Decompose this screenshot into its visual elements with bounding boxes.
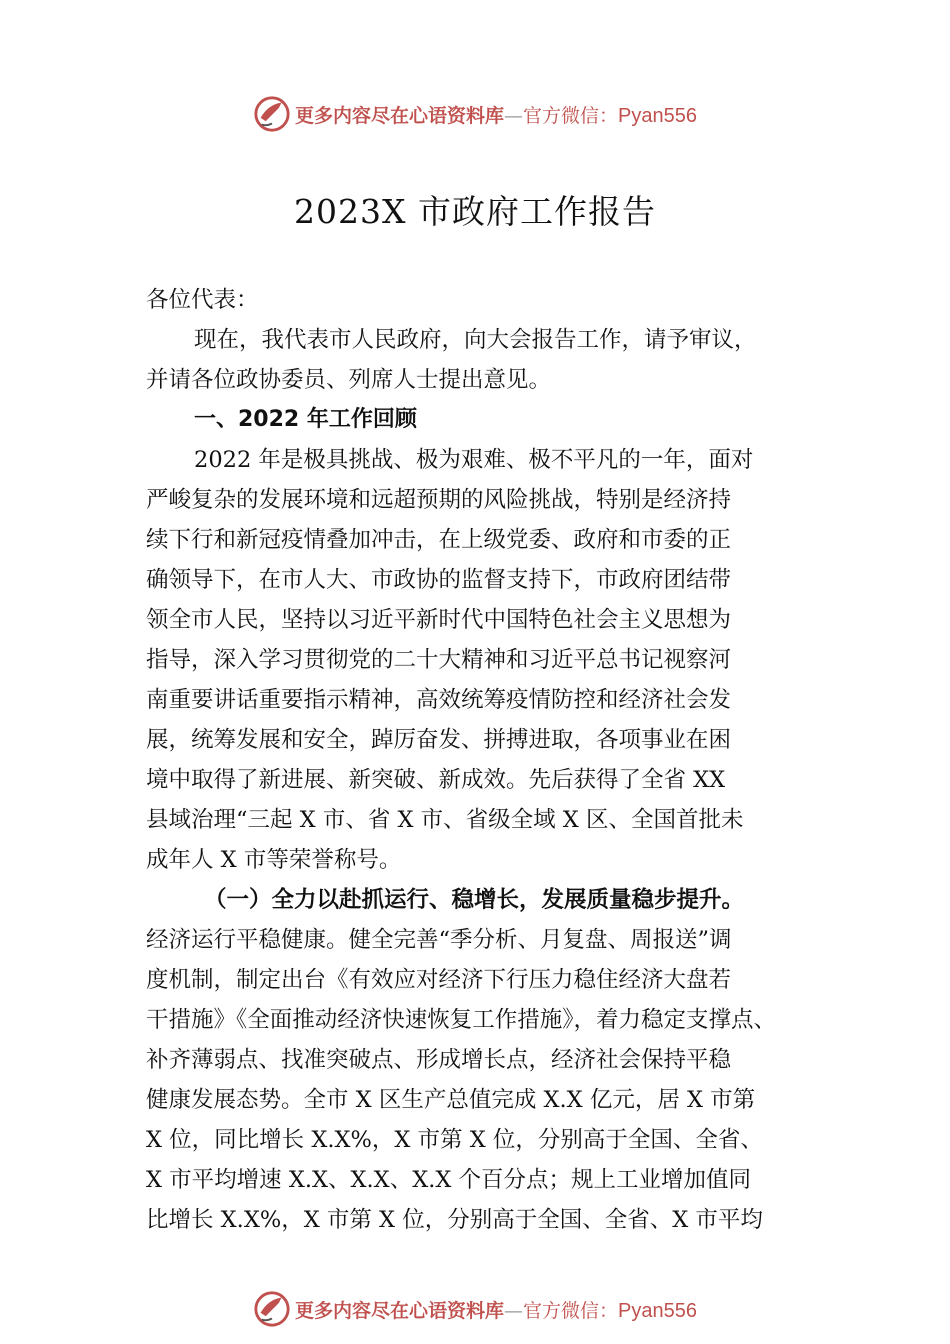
- banner-separator: —: [504, 104, 524, 127]
- brand-logo-icon: [253, 95, 291, 133]
- paragraph-line: 2022 年是极具挑战、极为艰难、极不平凡的一年，面对: [194, 447, 754, 473]
- paragraph-line: 健康发展态势。全市 X 区生产总值完成 X.X 亿元，居 X 市第: [146, 1087, 756, 1113]
- paragraph-line: X 市平均增速 X.X、X.X、X.X 个百分点；规上工业增加值同: [146, 1167, 752, 1193]
- footer-banner: [0, 1287, 950, 1331]
- document-title: 2023X 市政府工作报告: [294, 192, 656, 231]
- intro-line: 现在，我代表市人民政府，向大会报告工作，请予审议，: [194, 327, 757, 353]
- paragraph-line: 领全市人民，坚持以习近平新时代中国特色社会主义思想为: [146, 607, 732, 633]
- paragraph-line: X 位，同比增长 X.X%，X 市第 X 位，分别高于全国、全省、: [146, 1127, 763, 1153]
- paragraph-line: 度机制，制定出台《有效应对经济下行压力稳住经济大盘若: [146, 967, 732, 993]
- intro-line: 并请各位政协委员、列席人士提出意见。: [146, 367, 552, 393]
- paragraph-line: 指导，深入学习贯彻党的二十大精神和习近平总书记视察河: [146, 647, 732, 673]
- paragraph-line: 续下行和新冠疫情叠加冲击，在上级党委、政府和市委的正: [146, 527, 732, 553]
- header-banner: [0, 92, 950, 136]
- paragraph-line: 严峻复杂的发展环境和远超预期的风险挑战，特别是经济持: [146, 487, 732, 513]
- paragraph-line: 南重要讲话重要指示精神，高效统筹疫情防控和经济社会发: [146, 687, 732, 713]
- salutation: 各位代表：: [146, 287, 259, 313]
- paragraph-line: 确领导下，在市人大、市政协的监督支持下，市政府团结带: [146, 567, 732, 593]
- banner-separator: —: [504, 1299, 524, 1322]
- banner-title: 更多内容尽在心语资料库: [295, 104, 505, 127]
- section-heading: 一、2022 年工作回顾: [194, 407, 417, 432]
- banner-contact-id: Pyan556: [618, 104, 697, 127]
- brand-logo-icon: [253, 1290, 291, 1328]
- paragraph-line: 成年人 X 市等荣誉称号。: [146, 847, 402, 873]
- paragraph-line: 比增长 X.X%，X 市第 X 位，分别高于全国、全省、X 市平均: [146, 1207, 763, 1233]
- paragraph-line: 干措施》《全面推动经济快速恢复工作措施》，着力稳定支撑点、: [146, 1007, 777, 1033]
- banner-title: 更多内容尽在心语资料库: [295, 1299, 505, 1322]
- paragraph-line: 展，统筹发展和安全，踔厉奋发、拼搏进取，各项事业在困: [146, 727, 732, 753]
- paragraph-line: 县域治理“三起 X 市、省 X 市、省级全域 X 区、全国首批未: [146, 807, 744, 833]
- paragraph-line: 经济运行平稳健康。健全完善“季分析、月复盘、周报送”调: [146, 927, 732, 953]
- banner-contact-label: 官方微信：: [523, 104, 619, 127]
- document-body: [146, 280, 826, 1240]
- paragraph-line: 境中取得了新进展、新突破、新成效。先后获得了全省 XX: [146, 767, 726, 793]
- paragraph-line: 补齐薄弱点、找准突破点、形成增长点，经济社会保持平稳: [146, 1047, 732, 1073]
- banner-contact-label: 官方微信：: [523, 1299, 619, 1322]
- subsection-heading: （一）全力以赴抓运行、稳增长，发展质量稳步提升。: [204, 887, 745, 913]
- banner-contact-id: Pyan556: [618, 1299, 697, 1322]
